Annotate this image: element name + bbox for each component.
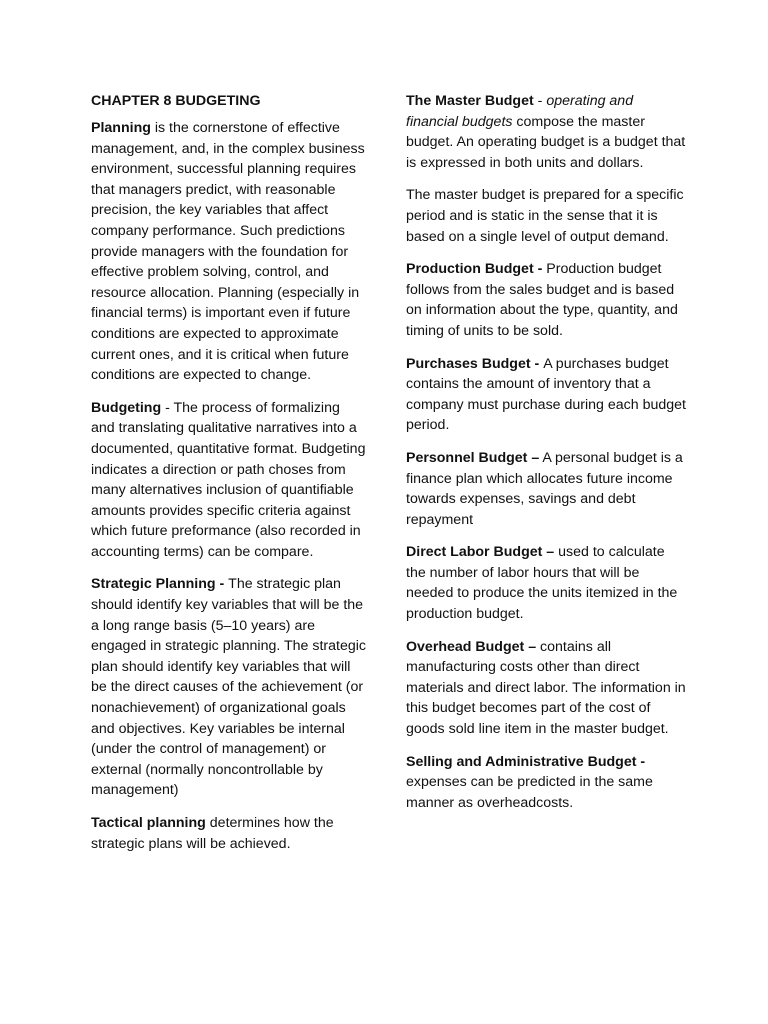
- selling-admin-budget-paragraph: [406, 752, 686, 814]
- selling-admin-budget-text: expenses can be predicted in the same manner as overheadcosts.: [406, 774, 653, 811]
- selling-admin-budget-term: Selling and Administrative Budget -: [406, 753, 646, 770]
- budgeting-paragraph: [91, 398, 366, 563]
- planning-paragraph: [91, 118, 366, 386]
- planning-term: Planning: [91, 120, 151, 136]
- master-budget-text: compose the master budget. An operating budget is a budget that is expressed in both units and dollars.: [406, 113, 686, 171]
- overhead-budget-text: contains all manufacturing costs other than direct materials and direct labor. The information in this budget becomes part of the cost of goods sold line item in the master budget.: [406, 638, 686, 738]
- production-budget-paragraph: [406, 259, 686, 341]
- strategic-planning-paragraph: [91, 574, 366, 801]
- master-budget-dash: -: [533, 93, 547, 109]
- purchases-budget-text: A purchases budget contains the amount of inventory that a company must purchase during each budget period.: [406, 355, 686, 434]
- master-budget-2-text: The master budget is prepared for a specific period and is static in the sense that it is based on a single level of output demand.: [406, 187, 684, 245]
- personnel-budget-term: Personnel Budget –: [406, 449, 540, 466]
- master-budget-italic: operating and financial budgets: [406, 93, 634, 130]
- production-budget-term: Production Budget -: [406, 261, 547, 278]
- chapter-title: CHAPTER 8 BUDGETING: [91, 93, 261, 109]
- tactical-planning-paragraph: [91, 813, 366, 854]
- strategic-planning-term: Strategic Planning -: [91, 576, 229, 593]
- overhead-budget-term: Overhead Budget –: [406, 638, 537, 655]
- direct-labor-budget-term: Direct Labor Budget –: [406, 544, 555, 561]
- personnel-budget-paragraph: [406, 448, 686, 530]
- purchases-budget-paragraph: [406, 354, 686, 436]
- overhead-budget-paragraph: [406, 637, 686, 740]
- planning-text: is the cornerstone of effective management, and, in the complex business environment, successful planning requires that managers predict, with reasonable precision, the key variables that affect company performance. Such predictions provide managers with the foundation for effective problem solving, control, and resource allocation. Planning (especially in financial terms) is important even if future conditions are expected to approximate current ones, and it is critical when future conditions are expected to change.: [91, 120, 365, 384]
- tactical-planning-text: determines how the strategic plans will be achieved.: [91, 815, 334, 852]
- direct-labor-budget-text: used to calculate the number of labor hours that will be needed to produce the units itemized in the production budget.: [406, 544, 678, 623]
- right-column: [406, 91, 686, 825]
- master-budget-paragraph-2: [406, 185, 686, 247]
- production-budget-text: Production budget follows from the sales budget and is based on information about the type, quantity, and timing of units to be sold.: [406, 261, 678, 339]
- left-column: [91, 91, 366, 866]
- direct-labor-budget-paragraph: [406, 542, 686, 624]
- budgeting-text: - The process of formalizing and translating qualitative narratives into a documented, quantitative format. Budgeting indicates a direction or path choses from many alternatives inclusion of quantifiable amounts provides specific criteria against which future preformance (also recorded in accounting terms) can be compare.: [91, 399, 366, 560]
- tactical-planning-term: Tactical planning: [91, 815, 206, 831]
- budgeting-term: Budgeting: [91, 399, 162, 416]
- strategic-planning-text: The strategic plan should identify key variables that will be the a long range basis (5–10 years) are engaged in strategic planning. The strategic plan should identify key variables that will be the direct causes of the achievement (or nonachievement) of organizational goals and objectives. Key variables be internal (under the control of management) or external (normally noncontrollable by management): [91, 576, 367, 799]
- master-budget-paragraph: [406, 91, 686, 173]
- purchases-budget-term: Purchases Budget -: [406, 355, 544, 372]
- master-budget-term: The Master Budget: [406, 93, 534, 109]
- personnel-budget-text: A personal budget is a finance plan which allocates future income towards expenses, savings and debt repayment: [406, 449, 683, 528]
